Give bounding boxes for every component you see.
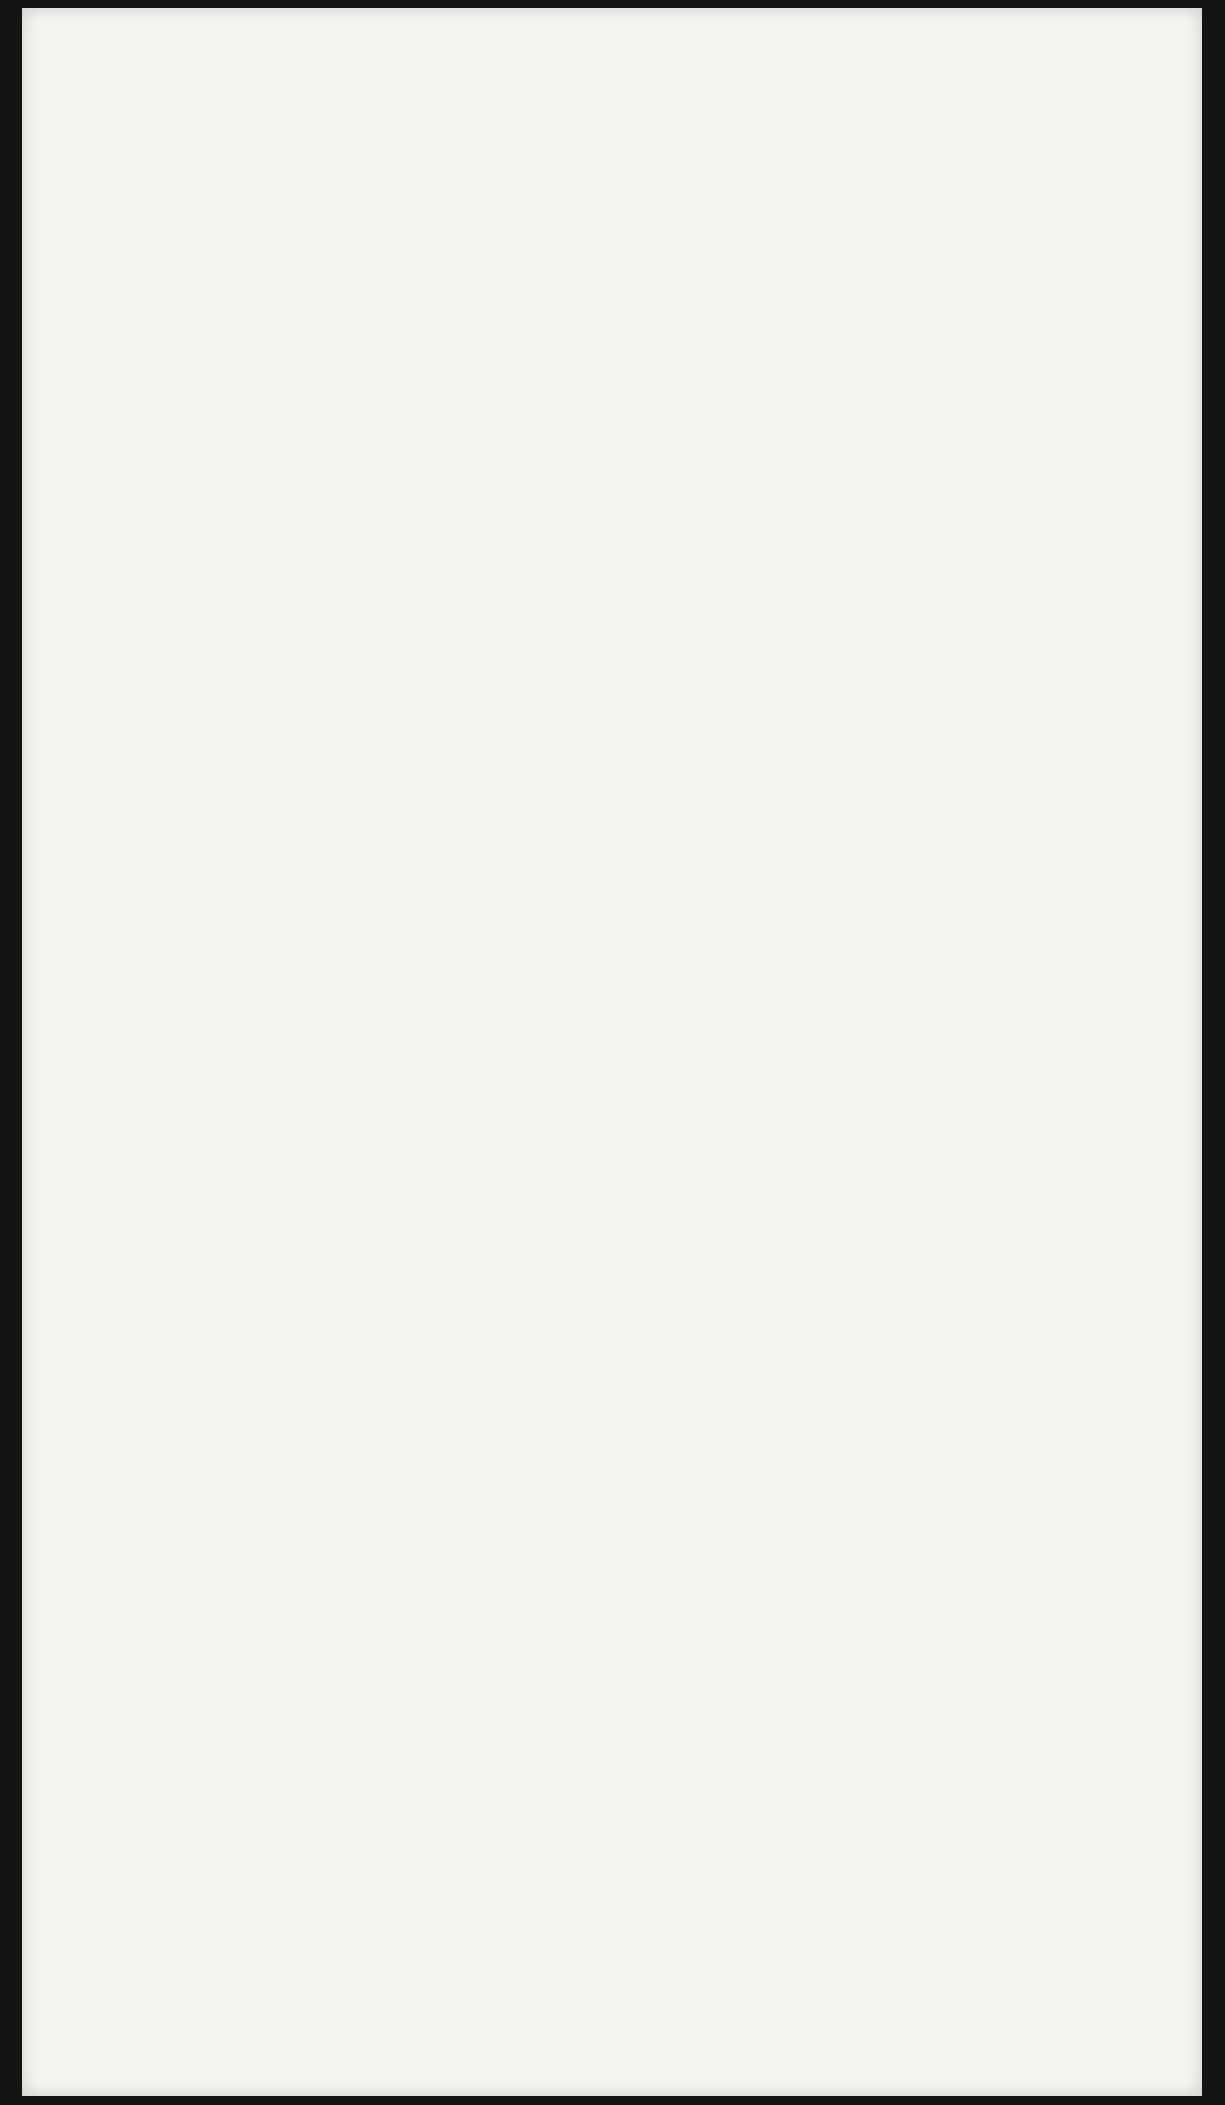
book-page: [22, 8, 1202, 2096]
